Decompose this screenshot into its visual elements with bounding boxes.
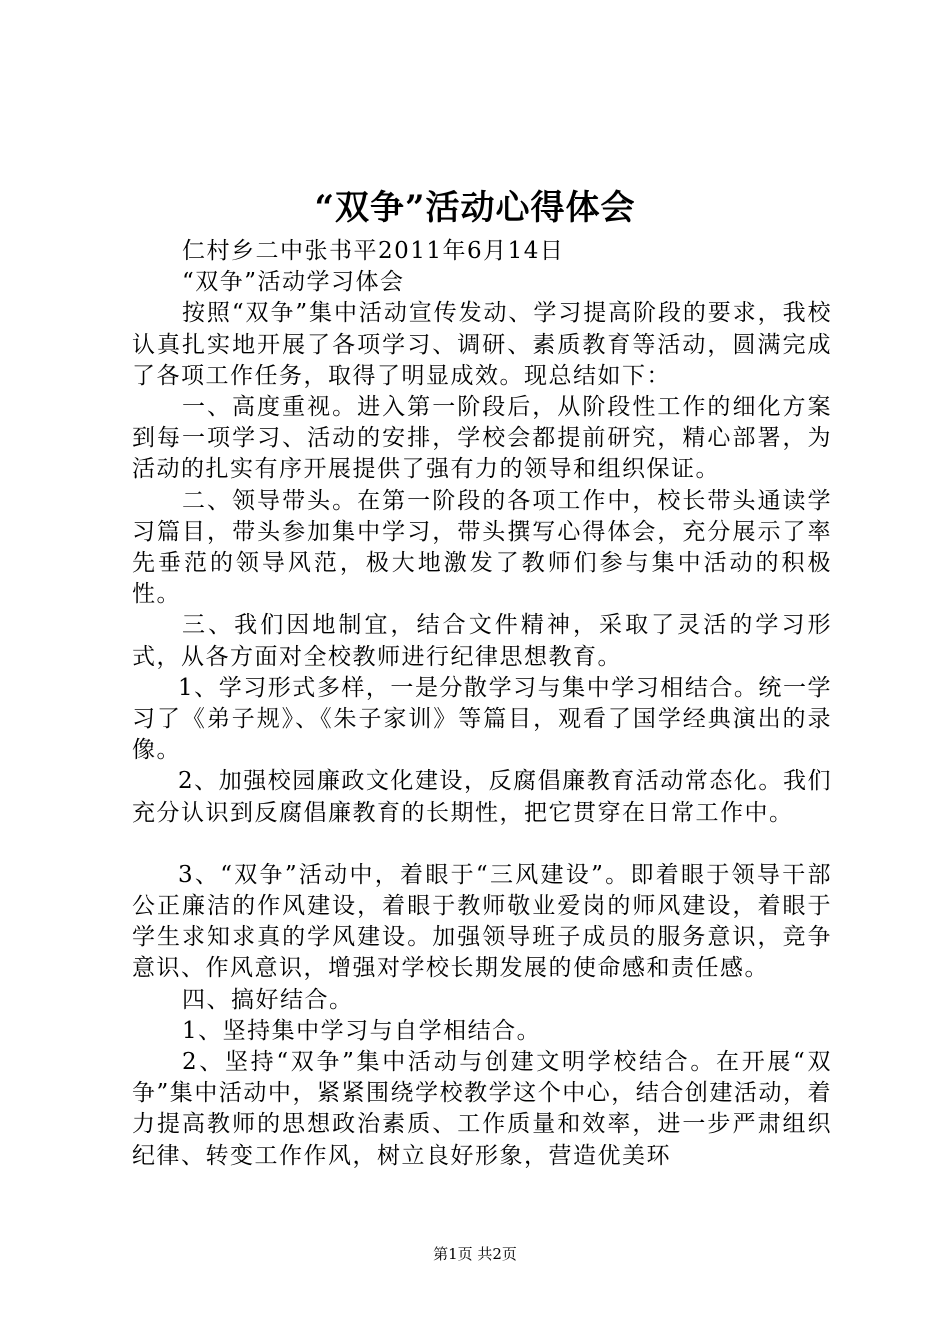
body-paragraph: 1、学习形式多样，一是分散学习与集中学习相结合。统一学习了《弟子规》、《朱子家训》等篇目，观看了国学经典演出的录像。 xyxy=(132,674,832,764)
body-paragraph: 3、“双争”活动中，着眼于“三风建设”。即着眼于领导干部公正廉洁的作风建设，着眼于教师敬业爱岗的师风建设，着眼于学生求知求真的学风建设。加强领导班子成员的服务意识，竞争意识、作风意识，增强对学校长期发展的使命感和责任感。 xyxy=(132,861,832,982)
body-paragraph: 四、搞好结合。 xyxy=(182,986,354,1013)
author-date-line: 仁村乡二中张书平2011年6月14日 xyxy=(182,238,565,264)
subtitle-line: “双争”活动学习体会 xyxy=(182,269,405,296)
body-paragraph: 一、高度重视。进入第一阶段后，从阶段性工作的细化方案到每一项学习、活动的安排，学校会都提前研究，精心部署，为活动的扎实有序开展提供了强有力的领导和组织保证。 xyxy=(132,394,832,483)
body-paragraph: 2、加强校园廉政文化建设，反腐倡廉教育活动常态化。我们充分认识到反腐倡廉教育的长期性，把它贯穿在日常工作中。 xyxy=(132,768,832,826)
document-title: “双争”活动心得体会 xyxy=(314,188,636,228)
body-paragraph: 1、坚持集中学习与自学相结合。 xyxy=(182,1017,542,1044)
body-paragraph: 2、坚持“双争”集中活动与创建文明学校结合。在开展“双争”集中活动中，紧紧围绕学校教学这个中心，结合创建活动，着力提高教师的思想政治素质、工作质量和效率，进一步严肃组织纪律、转变工作作风，树立良好形象，营造优美环 xyxy=(132,1049,832,1169)
blank-line xyxy=(132,829,832,860)
body-paragraph: 按照“双争”集中活动宣传发动、学习提高阶段的要求，我校认真扎实地开展了各项学习、调研、素质教育等活动，圆满完成了各项工作任务，取得了明显成效。现总结如下： xyxy=(132,300,832,389)
document-body xyxy=(132,236,832,1172)
body-paragraph: 三、我们因地制宜，结合文件精神，采取了灵活的学习形式，从各方面对全校教师进行纪律思想教育。 xyxy=(132,612,832,670)
body-paragraph: 二、领导带头。在第一阶段的各项工作中，校长带头通读学习篇目，带头参加集中学习，带头撰写心得体会，充分展示了率先垂范的领导风范，极大地激发了教师们参与集中活动的积极性。 xyxy=(132,487,832,608)
page-number-footer: 第1页 共2页 xyxy=(433,1245,517,1263)
